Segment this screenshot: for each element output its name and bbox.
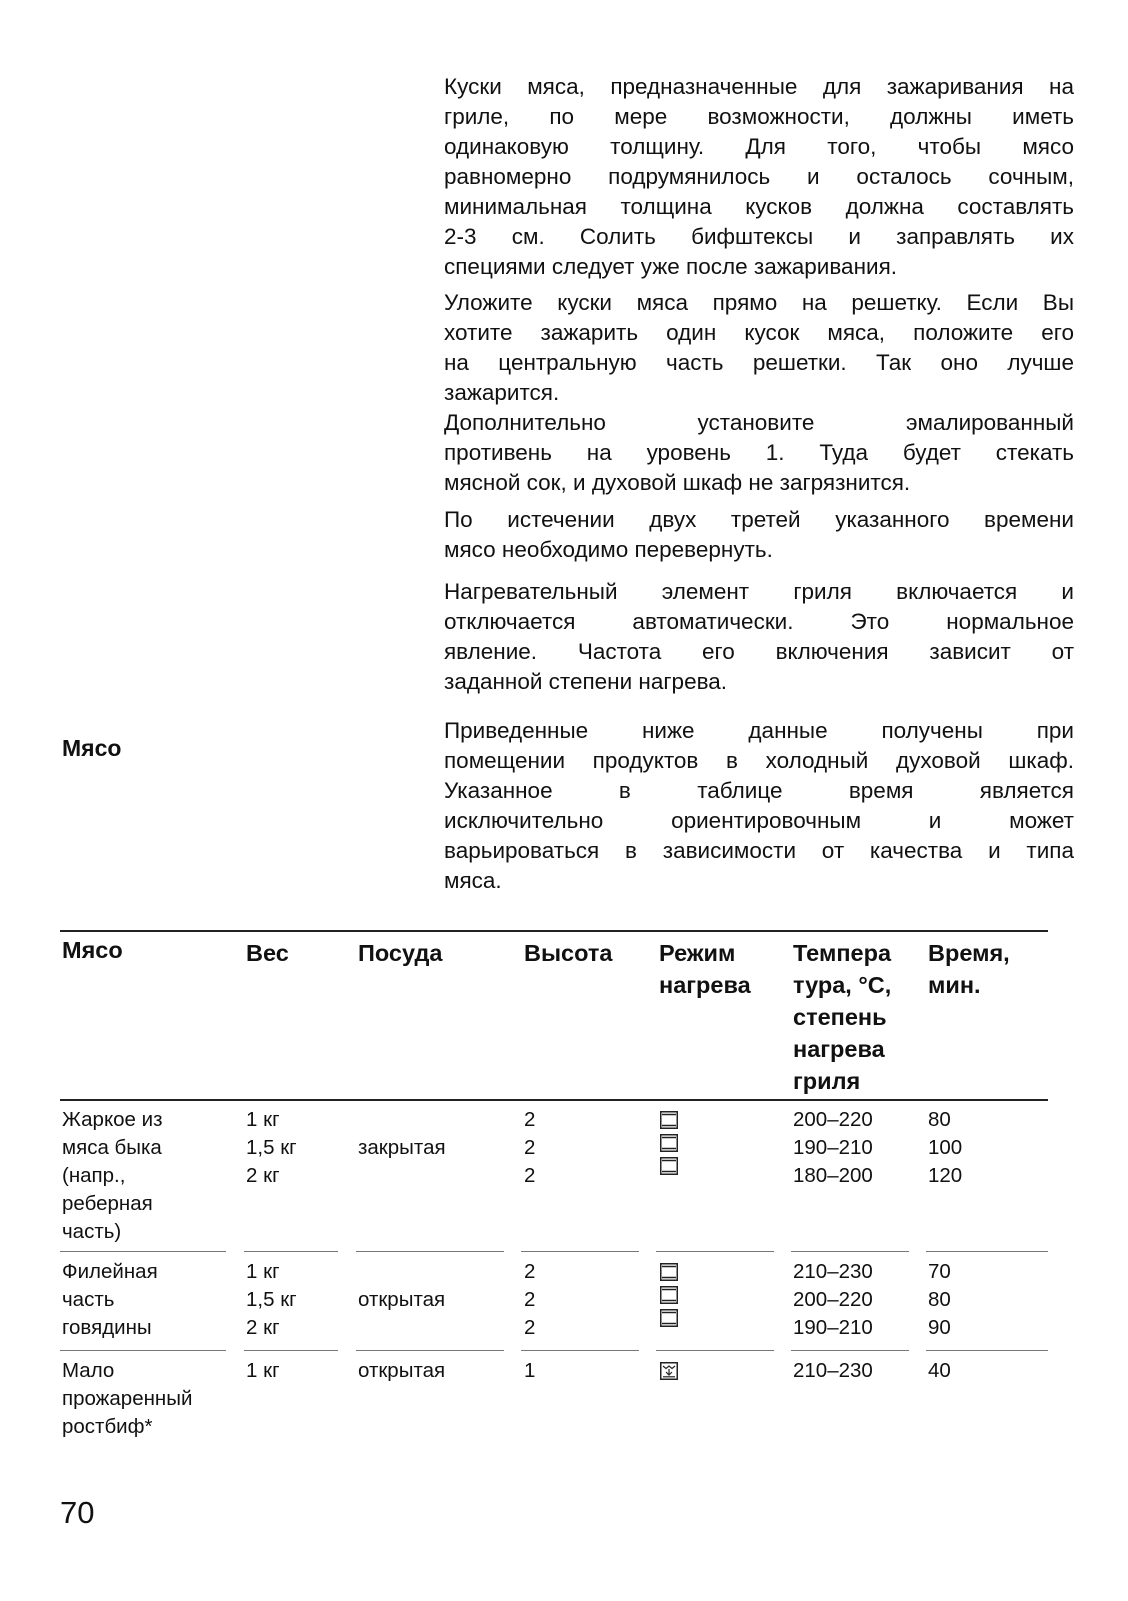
paragraph-thickness	[444, 72, 1074, 282]
top-bottom-heat-icon	[660, 1134, 678, 1152]
cell-line: 200–220	[793, 1108, 873, 1131]
header-meat	[62, 934, 123, 966]
cell-line: Филейная	[62, 1260, 158, 1283]
text-line: Нагревательный элемент гриля включается и	[444, 579, 1074, 604]
header-line: Вес	[246, 940, 289, 966]
cell-level	[524, 1357, 535, 1385]
text-line: зажарится.	[444, 380, 560, 405]
header-dish	[358, 937, 442, 969]
cell-line: 2	[524, 1316, 536, 1339]
top-bottom-heat-icon	[660, 1157, 678, 1175]
text-line: на центральную часть решетки. Так оно лучше	[444, 350, 1074, 375]
row-divider	[60, 1350, 226, 1351]
text-line: помещении продуктов в холодный духовой шкаф.	[444, 748, 1074, 773]
top-bottom-heat-icon	[660, 1309, 678, 1327]
header-line: Посуда	[358, 940, 443, 966]
row-divider	[244, 1251, 338, 1252]
cell-line: 80	[928, 1288, 951, 1311]
text-line: мяса.	[444, 868, 502, 893]
header-line: Темпера	[793, 940, 892, 966]
text-line: заданной степени нагрева.	[444, 669, 728, 694]
cell-mode	[660, 1106, 678, 1180]
cell-line	[358, 1258, 445, 1286]
row-divider	[244, 1350, 338, 1351]
row-divider	[521, 1350, 639, 1351]
text-line: противень на уровень 1. Туда будет стекать	[444, 440, 1074, 465]
cell-line	[358, 1106, 446, 1134]
cell-line: прожаренный	[62, 1387, 193, 1410]
paragraph-heating-element	[444, 577, 1074, 697]
header-mode	[659, 937, 751, 1001]
top-bottom-heat-icon	[660, 1286, 678, 1304]
cell-line: 120	[928, 1164, 963, 1187]
row-divider	[791, 1350, 909, 1351]
header-line: Высота	[524, 940, 613, 966]
cell-line: 190–210	[793, 1316, 873, 1339]
header-line: мин.	[928, 972, 981, 998]
cell-line: 180–200	[793, 1164, 873, 1187]
cell-line: 1 кг	[246, 1108, 280, 1131]
header-line: нагрева	[793, 1036, 885, 1062]
cell-meat	[62, 1357, 192, 1441]
text-line: исключительно ориентировочным и может	[444, 808, 1074, 833]
cell-mode	[660, 1258, 678, 1332]
top-bottom-heat-icon	[660, 1111, 678, 1129]
cell-line: 1,5 кг	[246, 1288, 297, 1311]
header-time	[928, 937, 1010, 1001]
cell-dish	[358, 1357, 445, 1385]
grill-icon	[660, 1362, 678, 1380]
cell-line: 190–210	[793, 1136, 873, 1159]
cell-time	[928, 1258, 951, 1342]
row-divider	[656, 1350, 774, 1351]
text-line: хотите зажарить один кусок мяса, положите его	[444, 320, 1074, 345]
paragraph-turning	[444, 505, 1074, 565]
cell-line: часть)	[62, 1220, 122, 1243]
cell-line: говядины	[62, 1316, 152, 1339]
cell-line: 210–230	[793, 1260, 873, 1283]
row-divider	[791, 1251, 909, 1252]
row-divider	[356, 1251, 504, 1252]
text-line: одинаковую толщину. Для того, чтобы мясо	[444, 134, 1074, 159]
cell-line: 100	[928, 1136, 963, 1159]
cell-line: открытая	[358, 1288, 446, 1311]
text-line: Куски мяса, предназначенные для зажаривания на	[444, 74, 1074, 99]
text-line: равномерно подрумянилось и осталось сочным,	[444, 164, 1074, 189]
cell-dish	[358, 1106, 446, 1162]
cell-meat	[62, 1106, 163, 1246]
cell-time	[928, 1106, 962, 1190]
header-line: Мясо	[62, 937, 123, 963]
cell-line: 80	[928, 1108, 951, 1131]
cell-line: 2	[524, 1136, 536, 1159]
page-number: 70	[60, 1495, 95, 1530]
text-line: По истечении двух третей указанного времени	[444, 507, 1074, 532]
table-top-rule	[60, 930, 1048, 932]
cell-line: реберная	[62, 1192, 153, 1215]
text-line: Уложите куски мяса прямо на решетку. Если Вы	[444, 290, 1074, 315]
cell-line: 2 кг	[246, 1316, 280, 1339]
top-bottom-heat-icon	[660, 1263, 678, 1281]
text-line: минимальная толщина кусков должна составлять	[444, 194, 1074, 219]
header-line: тура, °C,	[793, 972, 892, 998]
text-line: Приведенные ниже данные получены при	[444, 718, 1074, 743]
cell-weight	[246, 1106, 297, 1190]
cell-line: 40	[928, 1359, 951, 1382]
cell-line: 2	[524, 1164, 536, 1187]
row-divider	[521, 1251, 639, 1252]
text-line: Дополнительно установите эмалированный	[444, 410, 1074, 435]
cell-temperature	[793, 1357, 873, 1385]
text-line: специями следует уже после зажаривания.	[444, 254, 897, 279]
cell-line: 2	[524, 1288, 536, 1311]
paragraph-table-note	[444, 716, 1074, 896]
header-weight	[246, 937, 289, 969]
cell-dish	[358, 1258, 445, 1314]
text-line: Указанное в таблице время является	[444, 778, 1074, 803]
header-temperature	[793, 937, 891, 1097]
cell-line: (напр.,	[62, 1164, 126, 1187]
table-header-rule	[60, 1099, 1048, 1101]
cell-line: 70	[928, 1260, 951, 1283]
cell-level	[524, 1258, 535, 1342]
header-line: степень	[793, 1004, 887, 1030]
cell-line: ростбиф*	[62, 1415, 153, 1438]
header-level	[524, 937, 612, 969]
row-divider	[356, 1350, 504, 1351]
cell-line: 210–230	[793, 1359, 873, 1382]
cell-time	[928, 1357, 951, 1385]
text-line: мясной сок, и духовой шкаф не загрязнится.	[444, 470, 911, 495]
cell-weight	[246, 1258, 297, 1342]
text-line: явление. Частота его включения зависит от	[444, 639, 1074, 664]
cell-line: 2	[524, 1260, 536, 1283]
cell-line: 1	[524, 1359, 536, 1382]
row-divider	[926, 1251, 1048, 1252]
cell-level	[524, 1106, 535, 1190]
paragraph-placement	[444, 288, 1074, 498]
cell-mode	[660, 1357, 678, 1385]
cell-line: 2 кг	[246, 1164, 280, 1187]
cell-line: Мало	[62, 1359, 115, 1382]
cell-line: 1 кг	[246, 1359, 280, 1382]
cell-line: 90	[928, 1316, 951, 1339]
text-line: варьироваться в зависимости от качества и типа	[444, 838, 1074, 863]
cell-meat	[62, 1258, 158, 1342]
text-line: мясо необходимо перевернуть.	[444, 537, 773, 562]
cell-temperature	[793, 1258, 873, 1342]
header-line: нагрева	[659, 972, 751, 998]
section-heading: Мясо	[62, 735, 122, 761]
cell-line: Жаркое из	[62, 1108, 163, 1131]
text-line: отключается автоматически. Это нормальное	[444, 609, 1074, 634]
cell-line: 200–220	[793, 1288, 873, 1311]
cell-line: закрытая	[358, 1136, 446, 1159]
text-line: гриле, по мере возможности, должны иметь	[444, 104, 1074, 129]
text-line: 2-3 см. Солить бифштексы и заправлять их	[444, 224, 1074, 249]
cell-line: мяса быка	[62, 1136, 162, 1159]
header-line: гриля	[793, 1068, 861, 1094]
cell-line: 1 кг	[246, 1260, 280, 1283]
row-divider	[60, 1251, 226, 1252]
header-line: Время,	[928, 940, 1010, 966]
cell-line: часть	[62, 1288, 115, 1311]
cell-temperature	[793, 1106, 873, 1190]
cell-line: 2	[524, 1108, 536, 1131]
header-line: Режим	[659, 940, 736, 966]
row-divider	[656, 1251, 774, 1252]
cell-line: открытая	[358, 1359, 446, 1382]
row-divider	[926, 1350, 1048, 1351]
cell-weight	[246, 1357, 280, 1385]
cell-line: 1,5 кг	[246, 1136, 297, 1159]
